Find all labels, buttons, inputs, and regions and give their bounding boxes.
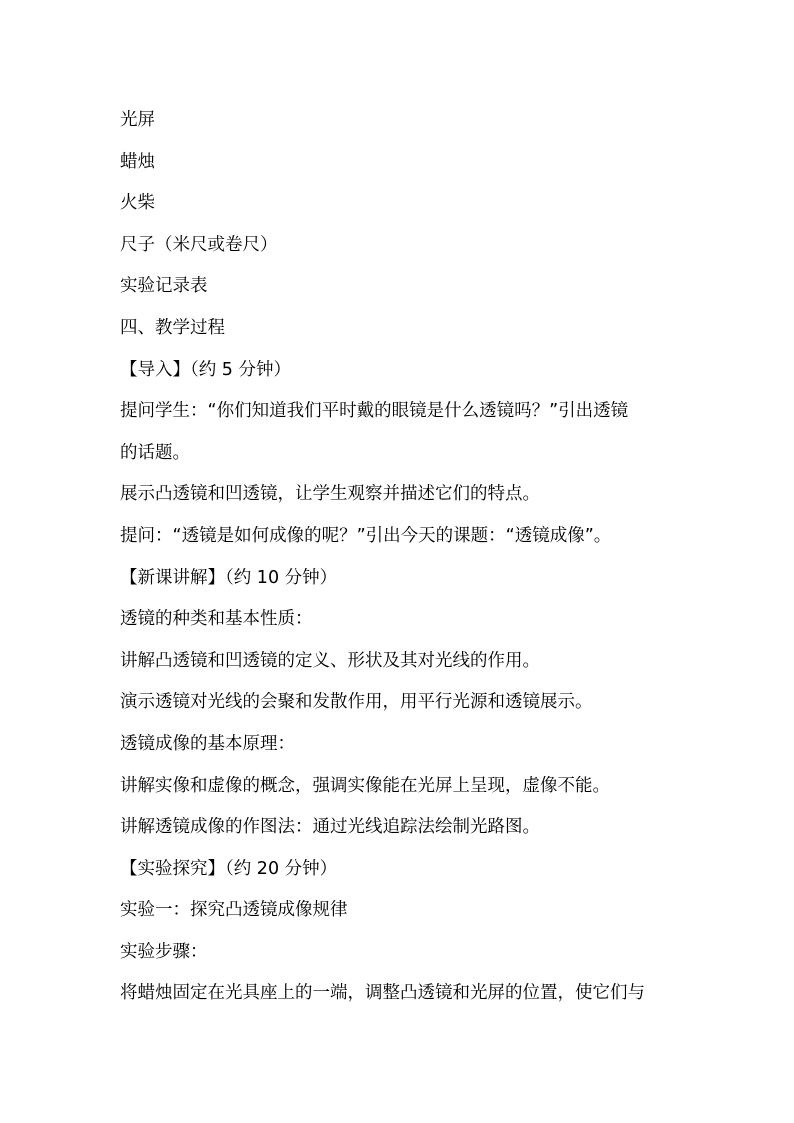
text-line-material-ruler: 尺子（米尺或卷尺） (120, 234, 278, 255)
text-line-experiment-one: 实验一：探究凸透镜成像规律 (120, 900, 348, 921)
document-body (120, 100, 690, 1015)
text-line-experiment-step-one: 将蜡烛固定在光具座上的一端，调整凸透镜和光屏的位置，使它们与 (120, 983, 645, 1004)
text-line-imaging-principle: 透镜成像的基本原理： (120, 733, 295, 754)
subsection-heading-experiment: 【实验探究】（约 20 分钟） (120, 858, 338, 879)
text-line-lens-types: 透镜的种类和基本性质： (120, 609, 313, 630)
text-line-intro-topic: 提问：“透镜是如何成像的呢？”引出今天的课题：“透镜成像”。 (120, 525, 612, 546)
text-line-material-screen: 光屏 (120, 110, 155, 130)
text-line-material-record-sheet: 实验记录表 (120, 276, 208, 297)
text-line-material-candle: 蜡烛 (120, 151, 155, 172)
text-line-intro-question-cont: 的话题。 (120, 442, 190, 463)
text-line-ray-diagram: 讲解透镜成像的作图法：通过光线追踪法绘制光路图。 (120, 817, 540, 838)
section-heading-teaching-process: 四、教学过程 (120, 317, 225, 338)
subsection-heading-new-lesson: 【新课讲解】（约 10 分钟） (120, 567, 338, 588)
text-line-real-virtual-image: 讲解实像和虚像的概念，强调实像能在光屏上呈现，虚像不能。 (120, 775, 610, 796)
text-line-explain-lenses: 讲解凸透镜和凹透镜的定义、形状及其对光线的作用。 (120, 650, 540, 671)
text-line-demonstrate-lenses: 演示透镜对光线的会聚和发散作用，用平行光源和透镜展示。 (120, 692, 593, 713)
subsection-heading-introduction: 【导入】（约 5 分钟） (120, 359, 292, 380)
text-line-experiment-steps: 实验步骤： (120, 941, 208, 962)
text-line-material-matches: 火柴 (120, 193, 155, 214)
text-line-intro-question: 提问学生：“你们知道我们平时戴的眼镜是什么透镜吗？”引出透镜 (120, 401, 629, 422)
text-line-intro-show-lenses: 展示凸透镜和凹透镜，让学生观察并描述它们的特点。 (120, 484, 540, 505)
